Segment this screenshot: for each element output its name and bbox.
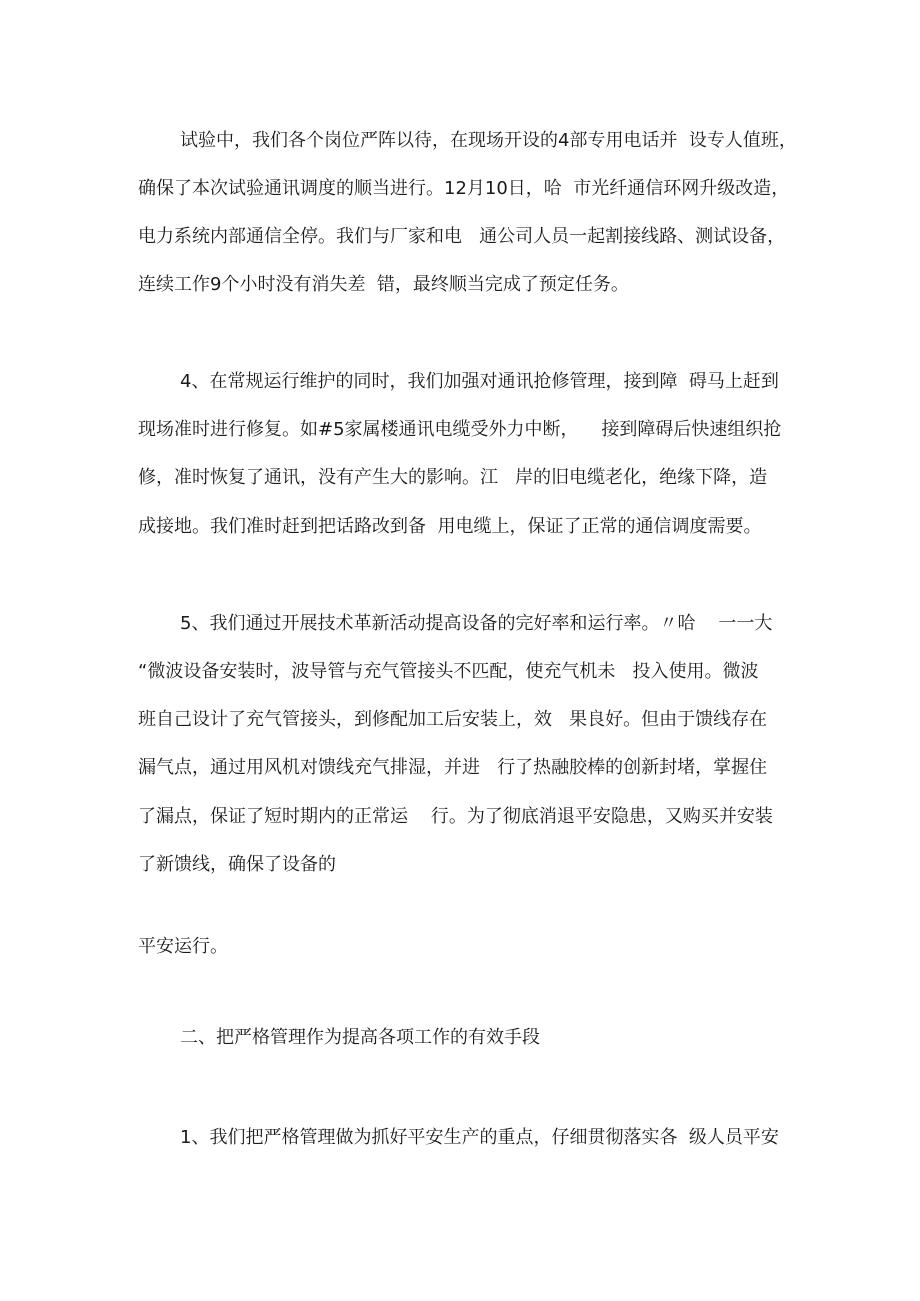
paragraph-3-line-1: 5、我们通过开展技术革新活动提高设备的完好率和运行率。〃哈 一一大 <box>180 613 773 634</box>
paragraph-4-line-1: 1、我们把严格管理做为抓好平安生产的重点，仔细贯彻落实各 级人员平安 <box>180 1127 779 1148</box>
paragraph-3-line-4: 漏气点，通过用风机对馈线充气排湿，并进 行了热融胶棒的创新封堵，掌握住 <box>138 757 768 778</box>
paragraph-2-line-3: 修，准时恢复了通讯，没有产生大的影响。江 岸的旧电缆老化，绝缘下降，造 <box>138 467 768 488</box>
paragraph-2-line-2: 现场准时进行修复。如#5家属楼通讯电缆受外力中断， 接到障碍后快速组织抢 <box>138 419 782 440</box>
paragraph-3-line-5: 了漏点，保证了短时期内的正常运 行。为了彻底消退平安隐患，又购买并安装 <box>138 806 773 827</box>
paragraph-1-line-1: 试验中，我们各个岗位严阵以待，在现场开设的4部专用电话并 设专人值班， <box>180 130 797 151</box>
section-heading-2: 二、把严格管理作为提高各项工作的有效手段 <box>180 1027 540 1048</box>
paragraph-1-line-4: 连续工作9个小时没有消失差 错，最终顺当完成了预定任务。 <box>138 274 629 295</box>
paragraph-2-line-4: 成接地。我们准时赶到把话路改到备 用电缆上，保证了正常的通信调度需要。 <box>138 516 762 537</box>
paragraph-3-line-6: 了新馈线，确保了设备的 <box>138 854 336 875</box>
paragraph-3-line-2: “微波设备安装时，波导管与充气管接头不匹配，使充气机未 投入使用。微波 <box>138 661 759 682</box>
paragraph-3-line-3: 班自己设计了充气管接头，到修配加工后安装上，效 果良好。但由于馈线存在 <box>138 709 768 730</box>
paragraph-1-line-3: 电力系统内部通信全停。我们与厂家和电 通公司人员一起割接线路、测试设备， <box>138 226 786 247</box>
paragraph-1-line-2: 确保了本次试验通讯调度的顺当进行。12月10日，哈 市光纤通信环网升级改造， <box>138 178 790 199</box>
paragraph-2-line-1: 4、在常规运行维护的同时，我们加强对通讯抢修管理，接到障 碍马上赶到 <box>180 371 779 392</box>
paragraph-3-tail: 平安运行。 <box>138 936 228 957</box>
